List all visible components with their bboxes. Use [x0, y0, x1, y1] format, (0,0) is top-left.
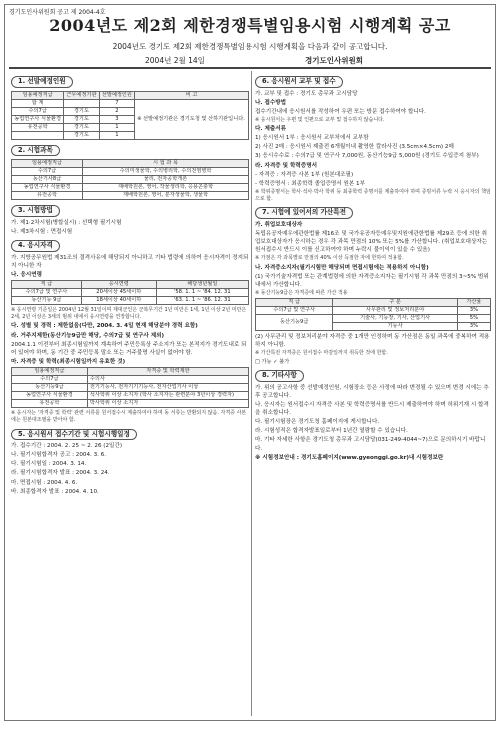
text-line: (1) 국가기술자격법 또는 관계법령에 의한 자격증소지자는 필기시험 각 과목 만점의 3~5% 범위 내에서 가산합니다.: [255, 273, 489, 288]
table-cell: 재배학원론, 영어, 분자생물학, 생물학: [83, 192, 249, 200]
table-header: 가산율: [457, 299, 490, 307]
table-cell: 재배학원론, 영어, 작물생리학, 응용곤충학: [83, 184, 249, 192]
table-cell: [12, 131, 64, 139]
table-row: [12, 376, 249, 384]
recruit-table: [11, 91, 249, 140]
homepage-link[interactable]: ※ 시험정보안내 : 경기도홈페이지(www.gyeonggi.go.kr)내 시험정보란: [255, 454, 444, 461]
text-line: 다. 필기시험장은 경기도청 홈페이지에 게시합니다.: [255, 419, 380, 426]
table-row: [12, 168, 249, 176]
schedule-item: 라. 필기시험합격자 발표 : 2004. 3. 24.: [11, 470, 110, 477]
table-cell: 유전공학: [12, 400, 88, 408]
table-row: [256, 307, 491, 315]
section-heading: 4. 응시자격: [11, 240, 60, 252]
header-divider: [9, 67, 491, 69]
table-cell: 수의7급: [12, 376, 88, 384]
table-cell: 경기도: [64, 123, 99, 131]
text-line: 1) 응시원서 1부 : 응시원서 교부처에서 교부함: [255, 135, 369, 142]
table-cell: 1: [99, 131, 134, 139]
text-line: 나. 응시자는 원서접수시 자격증 사본 및 학력증명서를 반드시 제출하여야 하며 허위기재 시 합격을 취소합니다.: [255, 402, 489, 417]
table-cell: 3%: [457, 307, 490, 315]
text-line: - 자격증 : 자격증 사본 1부 (원본대조필): [255, 171, 354, 178]
table-cell: 3%: [457, 323, 490, 331]
table-header: 구 분: [333, 299, 457, 307]
table-cell: 경기도: [64, 131, 99, 139]
sub-heading: 마. 자격증 및 학력(최종시험일까지 유효한 것): [11, 358, 126, 365]
sub-heading: 나. 자격증소지자(필기시험만 해당되며 면접시험에는 적용하지 아니함): [255, 264, 429, 271]
right-column: [255, 73, 491, 716]
section-heading: 8. 기타사항: [255, 370, 304, 382]
table-cell: 유전공학: [12, 123, 64, 131]
table-row: [12, 184, 249, 192]
table-cell: 농업연구사 식물환경: [12, 115, 64, 123]
table-header: 임용예정직급: [12, 368, 88, 376]
text-line: 가. 지방공무원법 제31조의 결격사유에 해당되지 아니하고 기타 법령에 의하여 응시자격이 정지되지 아니한 자: [11, 254, 249, 269]
text-line: 3) 응시수수료 : 수의7급 및 연구사 7,000원, 동산기능9급 5,000원 (경기도 수입증지 첨부): [255, 153, 479, 160]
schedule-item: 가. 접수기간 : 2004. 2. 25 ~ 2. 26 (2일간): [11, 443, 123, 450]
table-cell: 수의7급 및 연구사: [12, 288, 82, 296]
column-divider: [251, 71, 252, 716]
text-line: 가. 위의 공고사항 중 선발예정인원, 시험장소 등은 사정에 따라 변경될 수 있으며 변경 시에는 추후 공고합니다.: [255, 384, 489, 399]
text-line: 마. 기타 자세한 사항은 경기도청 총무과 고시담당(031-249-4044~7)으로 문의하시기 바랍니다.: [255, 437, 486, 452]
table-cell: '63. 1. 1 ~ '86. 12. 31: [156, 296, 248, 304]
section-heading: 5. 응시원서 접수기간 및 시험시행일정: [11, 429, 137, 441]
table-cell: 물리, 전자공학개론: [83, 176, 249, 184]
notice-number: 경기도인사위원회 공고 제 2004-4호: [9, 9, 106, 16]
table-header: 직 급: [12, 280, 82, 288]
section-heading: 2. 시험과목: [11, 145, 60, 157]
table-row: [12, 392, 249, 400]
table-header: 선발예정인원: [99, 91, 134, 99]
schedule-item: 바. 최종합격자 발표 : 2004. 4. 10.: [11, 488, 99, 495]
table-cell: 수의사: [87, 376, 248, 384]
section-heading: 6. 응시원서 교부 및 접수: [255, 76, 343, 88]
table-cell: 석사학위 이상 소지자 (학사 소지자는 관련분야 3년이상 경력자): [87, 392, 248, 400]
table-header: 직 급: [256, 299, 333, 307]
schedule-item: 나. 필기시험합격자 공고 : 2004. 3. 6.: [11, 452, 107, 459]
table-cell: '58. 1. 1 ~ '84. 12. 31: [156, 288, 248, 296]
intro-text: 2004년도 경기도 제2회 제한경쟁특별임용시험 시행계획을 다음과 같이 공고합니다.: [112, 42, 388, 51]
table-row: [12, 384, 249, 392]
table-header: 임용예정직급: [12, 91, 64, 99]
text-line: 접수기간내에 응시원서를 작성하여 우편 또는 방문 접수하여야 합니다.: [255, 108, 426, 115]
text-line: 라. 시험성적은 합격자발표일로부터 1년간 열람할 수 있습니다.: [255, 428, 408, 435]
note-text: ※ 동산기능9급은 자격증에 따른 가산 적용: [255, 289, 348, 296]
text-line: 2) 사진 2매 : 응시원서 제출전 6개월이내 촬영한 칼라사진 (3.5cm×4.5cm) 2매: [255, 144, 454, 151]
table-cell: 경기도: [64, 107, 99, 115]
table-cell: 수의7급 및 연구사: [256, 307, 333, 315]
note-text: ※ 응시원서는 우편 및 인편으로 교부 및 접수하지 않습니다.: [255, 116, 385, 123]
notice-date: 2004년 2월 14일: [145, 56, 205, 65]
issuing-org: 경기도인사위원회: [305, 56, 363, 65]
table-row: [12, 176, 249, 184]
age-table: [11, 280, 249, 305]
text-line: (2) 사무관리 및 정보처리분야 자격증 중 1개만 인정하며 동 가산점은 동일 과목에 중복하여 적용하지 아니함.: [255, 334, 490, 349]
license-table: [11, 367, 249, 408]
table-cell: 동산기사8급: [12, 176, 83, 184]
text-line: 나. 제3차시험 : 면접시험: [11, 228, 73, 235]
table-cell: 전기기능사, 전자기기기능사, 전자산업기사 이상: [87, 384, 248, 392]
table-row: [12, 296, 249, 304]
bonus-table: [255, 298, 491, 331]
table-cell: 합 계: [12, 99, 64, 107]
text-line: 가. 교부 및 접수 : 경기도 총무과 고시담당: [255, 90, 358, 97]
text-line: 가. 제1·2차시험(병합실시) : 선택형 필기시험: [11, 219, 122, 226]
table-row: [12, 99, 249, 107]
table-cell: 수의7급: [12, 107, 64, 115]
section-heading: 3. 시험방법: [11, 205, 60, 217]
table-header: 해당생년월일: [156, 280, 248, 288]
sub-heading: 가. 취업보호대상자: [255, 221, 303, 228]
table-header: 임용예정직급: [12, 160, 83, 168]
text-line: 독립유공자예우에관한법률 제16조 및 국가유공자등예우및지원에관한법률 제29조 등에 의한 취업보호대상자가 응시하는 경우 각 과목 만점의 10% 또는 5%를 가산합니다. (취업보호대상자는 원서접수시 반드시 이를 신고하여야 하며 누락시 불이익이 있을 수 있음): [255, 231, 488, 254]
note-text: ※ 응시자는 '자격증 및 학력' 관련 서류를 원서접수시 제출하여야 하며 동 서류는 반환되지 않음. 자격증 사본에는 원본대조필을 받아야 함.: [11, 410, 247, 424]
schedule-item: 다. 필기시험일 : 2004. 3. 14.: [11, 461, 87, 468]
table-cell: 유전공학: [12, 192, 83, 200]
table-cell: 경기도: [64, 115, 99, 123]
table-header: 근무예정기관: [64, 91, 99, 99]
table-header: 시 험 과 목: [83, 160, 249, 168]
table-cell: 수의미생물학, 수의병리학, 수의전염병학: [83, 168, 249, 176]
table-cell: 기술사, 기능장, 기사, 산업기사: [333, 315, 457, 323]
table-cell: ※ 선발예정기관은 경기도청 및 산하기관입니다.: [135, 99, 249, 139]
text-line: 2004.1.1 이전부터 최종시험일까지 계속하여 주민등록상 주소지가 또는 본적지가 경기도내로 되어 있어야 하며, 동 기간 중 주민등록 말소 또는 거주불명 사실이 없어야 함.: [11, 341, 247, 356]
table-cell: 7: [99, 99, 134, 107]
table-cell: 동산기능9급: [256, 315, 333, 331]
page-title: 2004년도 제2회 제한경쟁특별임용시험 시행계획 공고: [49, 16, 451, 35]
schedule-item: 마. 면접시험 : 2004. 4. 6.: [11, 479, 78, 486]
subject-table: [11, 159, 249, 200]
table-header: 비 고: [135, 91, 249, 99]
note-text: ※ 가점은 각 과목별로 만점의 40% 이상 득점한 자에 한하여 적용함.: [255, 255, 404, 262]
sub-heading: 라. 거주지제한(동산기능9급만 해당, 수의7급 및 연구사 제외): [11, 332, 165, 339]
left-column: [11, 73, 249, 716]
table-cell: 수의7급: [12, 168, 83, 176]
table-row: [12, 192, 249, 200]
table-cell: 18세이상 40세이하: [81, 296, 156, 304]
note-text: ※ 가산특전 자격증은 원서접수 마감일까지 취득한 것에 한함.: [255, 350, 388, 357]
table-cell: 3: [99, 115, 134, 123]
sub-heading: 라. 자격증 및 학력증명서: [255, 162, 318, 169]
table-cell: 박사학위 이상 소지자: [87, 400, 248, 408]
table-cell: 20세이상 45세이하: [81, 288, 156, 296]
table-header: 자격증 및 학력제한: [87, 368, 248, 376]
note-text: ※ 학위증명서는 학사·석사·박사 학위 등 최종학력 증명서를 제출하여야 하며 증빙서류 누락 시 응시자의 책임으로 함.: [255, 188, 491, 203]
section-heading: 1. 선발예정인원: [11, 76, 73, 88]
table-cell: 동산기능9급: [12, 384, 88, 392]
section-heading: 7. 시험에 있어서의 가산특전: [255, 207, 353, 219]
note-text: ※ 응시연령 기준일은 2004년 12월 31일이며 제대군인은 군복무기간 1년 미만은 1세, 1년 이상 2년 미만은 2세, 2년 이상은 3세의 범위 내에서 응시연령을 연장합니다.: [11, 306, 247, 321]
sub-heading: 나. 접수방법: [255, 99, 287, 106]
table-cell: 5%: [457, 315, 490, 323]
table-cell: 2: [99, 107, 134, 115]
table-cell: 기능사: [333, 323, 457, 331]
notice-page: [4, 4, 496, 721]
table-row: [12, 400, 249, 408]
text-line: - 학력증명서 : 최종학력 졸업증명서 원본 1부: [255, 180, 365, 187]
table-row: [256, 315, 491, 323]
table-cell: 사무관리 및 정보처리분야: [333, 307, 457, 315]
table-cell: [64, 99, 99, 107]
sub-heading: 나. 응시연령: [11, 271, 43, 278]
sub-heading: 다. 제출서류: [255, 126, 287, 133]
sub-heading: 다. 성별 및 경력 : 제한없음(다만, 2004. 3. 4일 현재 해당분야 경력 요함): [11, 323, 198, 330]
table-cell: 농업연구사 식물환경: [12, 392, 88, 400]
table-cell: 농업연구사 식물환경: [12, 184, 83, 192]
table-cell: 동산기능 9급: [12, 296, 82, 304]
table-row: [12, 288, 249, 296]
checkbox-line: □ 가능 ✓ 불가: [255, 358, 290, 365]
table-header: 응시연령: [81, 280, 156, 288]
table-cell: 1: [99, 123, 134, 131]
